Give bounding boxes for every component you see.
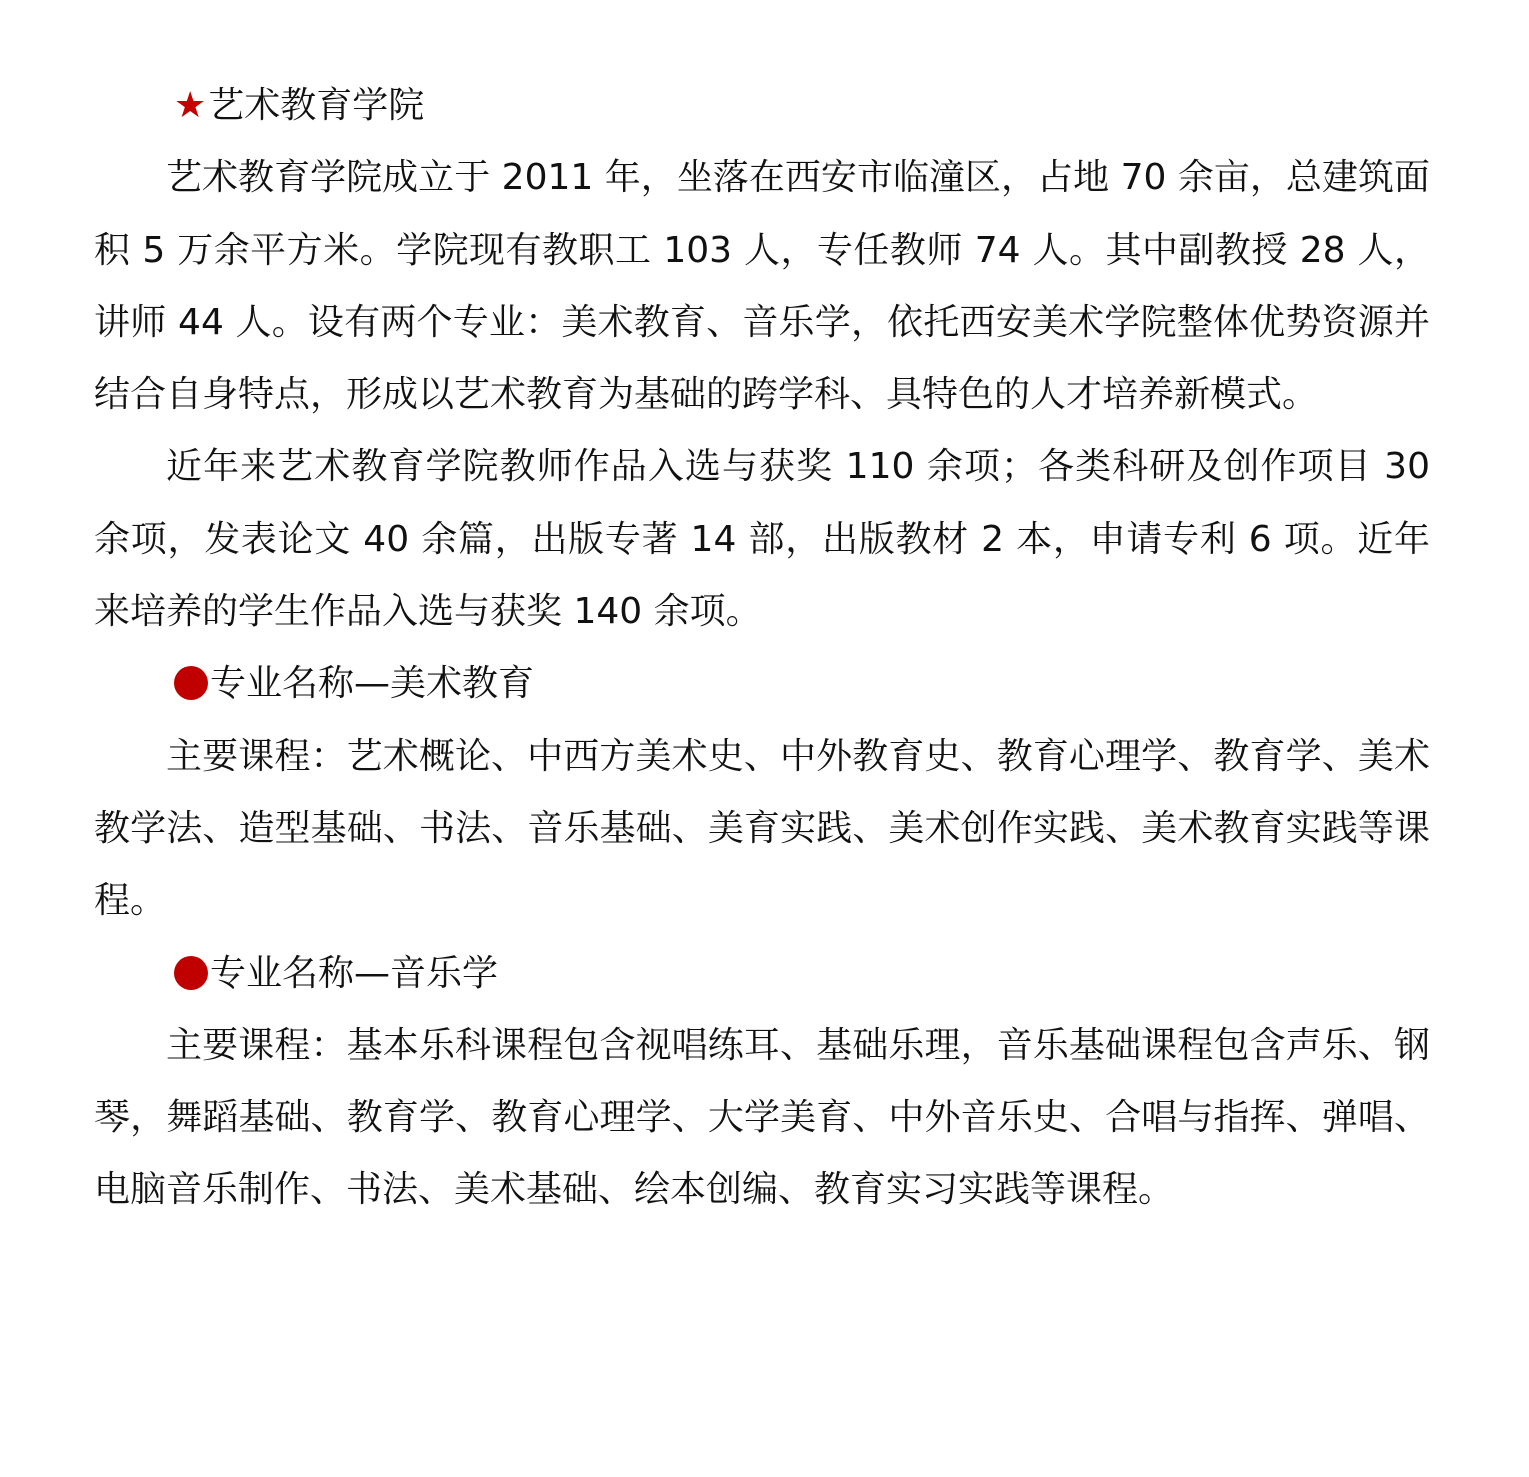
major-title: 专业名称—美术教育 (210, 663, 535, 705)
major-heading-musicology (94, 938, 1430, 1010)
intro-paragraph-2: 近年来艺术教育学院教师作品入选与获奖 110 余项；各类科研及创作项目 30 余项，发表论文 40 余篇，出版专著 14 部，出版教材 2 本，申请专利 6 项。近年来培养的学生作品入选与获奖 140 余项。 (94, 446, 1430, 633)
star-icon: ★ (174, 85, 207, 126)
major-courses-musicology: 主要课程：基本乐科课程包含视唱练耳、基础乐理，音乐基础课程包含声乐、钢琴，舞蹈基础、教育学、教育心理学、大学美育、中外音乐史、合唱与指挥、弹唱、电脑音乐制作、书法、美术基础、绘本创编、教育实习实践等课程。 (94, 1024, 1430, 1211)
section-title: 艺术教育学院 (208, 85, 425, 126)
major-heading-art-education (94, 648, 1430, 720)
intro-paragraph-1: 艺术教育学院成立于 2011 年，坐落在西安市临潼区，占地 70 余亩，总建筑面积 5 万余平方米。学院现有教职工 103 人，专任教师 74 人。其中副教授 28 人，讲师 44 人。设有两个专业：美术教育、音乐学，依托西安美术学院整体优势资源并结合自身特点，形成以艺术教育为基础的跨学科、具特色的人才培养新模式。 (94, 157, 1430, 416)
major-courses-art-education: 主要课程：艺术概论、中西方美术史、中外教育史、教育心理学、教育学、美术教学法、造型基础、书法、音乐基础、美育实践、美术创作实践、美术教育实践等课程。 (94, 735, 1430, 922)
red-dot-icon (174, 956, 208, 990)
document-body (94, 70, 1430, 1227)
major-title: 专业名称—音乐学 (210, 952, 499, 994)
section-heading (94, 70, 1430, 142)
red-dot-icon (174, 666, 208, 700)
